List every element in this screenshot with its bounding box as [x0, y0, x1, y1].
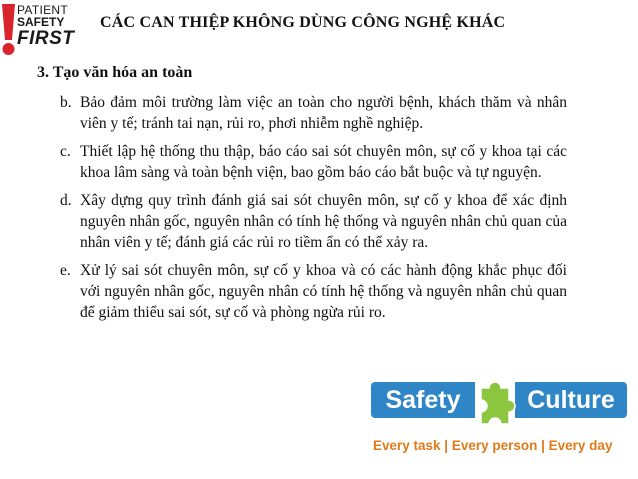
logo-line-safety: SAFETY	[17, 15, 65, 29]
banner-word-safety: Safety	[371, 382, 475, 418]
item-text: Xử lý sai sót chuyên môn, sự cố y khoa và có các hành động khắc phục đối với nguyên nhân gốc, nguyên nhân có tính hệ thống và nguyên nhân chủ quan để giảm thiểu sai sót, sự cố và phòng ngừa rủi ro.	[80, 262, 567, 321]
section-heading: 3. Tạo văn hóa an toàn	[37, 64, 193, 81]
banner-tagline: Every task | Every person | Every day	[373, 438, 613, 453]
patient-safety-first-logo	[0, 0, 95, 58]
puzzle-piece-icon	[467, 378, 523, 434]
item-marker: e.	[60, 262, 71, 279]
banner-word-culture: Culture	[515, 382, 627, 418]
logo-line-first: FIRST	[17, 28, 75, 49]
list-item	[60, 141, 567, 183]
page-title: CÁC CAN THIỆP KHÔNG DÙNG CÔNG NGHỆ KHÁC	[100, 14, 506, 31]
item-marker: c.	[60, 143, 71, 160]
list-item	[60, 260, 567, 323]
list-item	[60, 92, 567, 134]
item-text: Xây dựng quy trình đánh giá sai sót chuyên môn, sự cố y khoa để xác định nguyên nhân gốc, nguyên nhân có tính hệ thống và nguyên nhân chủ quan của nhân viên y tế; đánh giá các rủi ro tiềm ẩn có thể xảy ra.	[80, 192, 567, 251]
item-text: Bảo đảm môi trường làm việc an toàn cho người bệnh, khách thăm và nhân viên y tế; tránh tai nạn, rủi ro, phơi nhiễm nghề nghiệp.	[80, 94, 567, 132]
safety-culture-banner	[369, 378, 631, 464]
list-item	[60, 190, 567, 253]
item-marker: b.	[60, 94, 72, 111]
item-marker: d.	[60, 192, 72, 209]
logo-line-patient: PATIENT	[17, 3, 68, 17]
item-list	[60, 92, 567, 330]
item-text: Thiết lập hệ thống thu thập, báo cáo sai sót chuyên môn, sự cố y khoa tại các khoa lâm sàng và toàn bệnh viện, bao gồm báo cáo bắt buộc và tự nguyện.	[80, 143, 567, 181]
